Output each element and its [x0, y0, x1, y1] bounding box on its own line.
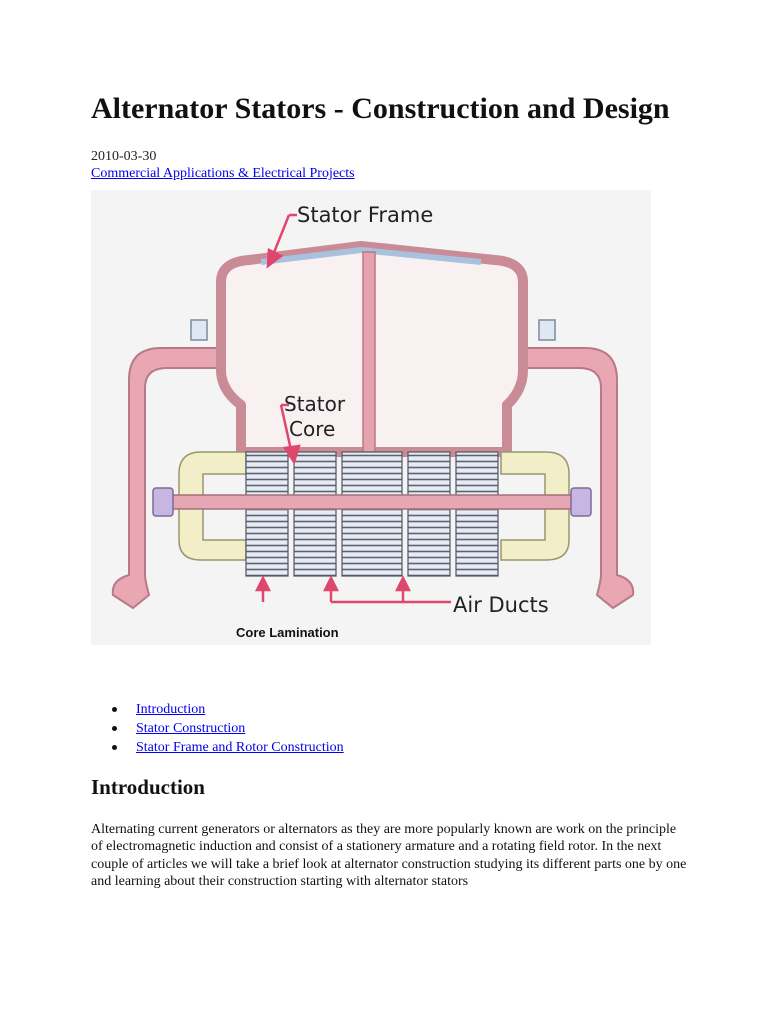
rod-nut-left [153, 488, 173, 516]
toc-link-stator-construction[interactable]: Stator Construction [136, 721, 246, 736]
toc-link-stator-frame-rotor[interactable]: Stator Frame and Rotor Construction [136, 740, 344, 755]
introduction-paragraph: Alternating current generators or alternators as they are more popularly known are work on the principle of electromagnetic induction and consist of a stationery armature and a rotating field rotor. In the next couple of articles we will take a brief look at alternator construction studying its different parts one by one and learning about their construction starting with alternator stators [91, 822, 687, 889]
rod-nut-right [571, 488, 591, 516]
clamping-rod [161, 495, 581, 509]
article-date: 2010-03-30 [91, 149, 157, 164]
toc-link-introduction[interactable]: Introduction [136, 702, 206, 717]
bolt-left [191, 320, 207, 340]
bullet-icon [112, 707, 117, 712]
stator-diagram-image [91, 190, 651, 645]
frame-center-web [363, 252, 375, 452]
toc-item-introduction [91, 700, 344, 719]
toc-item-stator-frame-rotor [91, 738, 344, 757]
bullet-icon [112, 745, 117, 750]
label-stator-core-line1: Stator [284, 392, 346, 416]
bolt-right [539, 320, 555, 340]
category-link[interactable]: Commercial Applications & Electrical Projects [91, 166, 355, 181]
label-core-lamination: Core Lamination [236, 625, 339, 640]
label-air-ducts: Air Ducts [453, 593, 549, 617]
label-stator-core-line2: Core [289, 417, 336, 441]
stator-core-laminations [246, 452, 498, 576]
bullet-icon [112, 726, 117, 731]
label-stator-frame: Stator Frame [297, 203, 434, 227]
page-title: Alternator Stators - Construction and Design [91, 92, 670, 125]
section-heading-introduction: Introduction [91, 775, 205, 799]
table-of-contents [91, 700, 344, 757]
toc-item-stator-construction [91, 719, 344, 738]
